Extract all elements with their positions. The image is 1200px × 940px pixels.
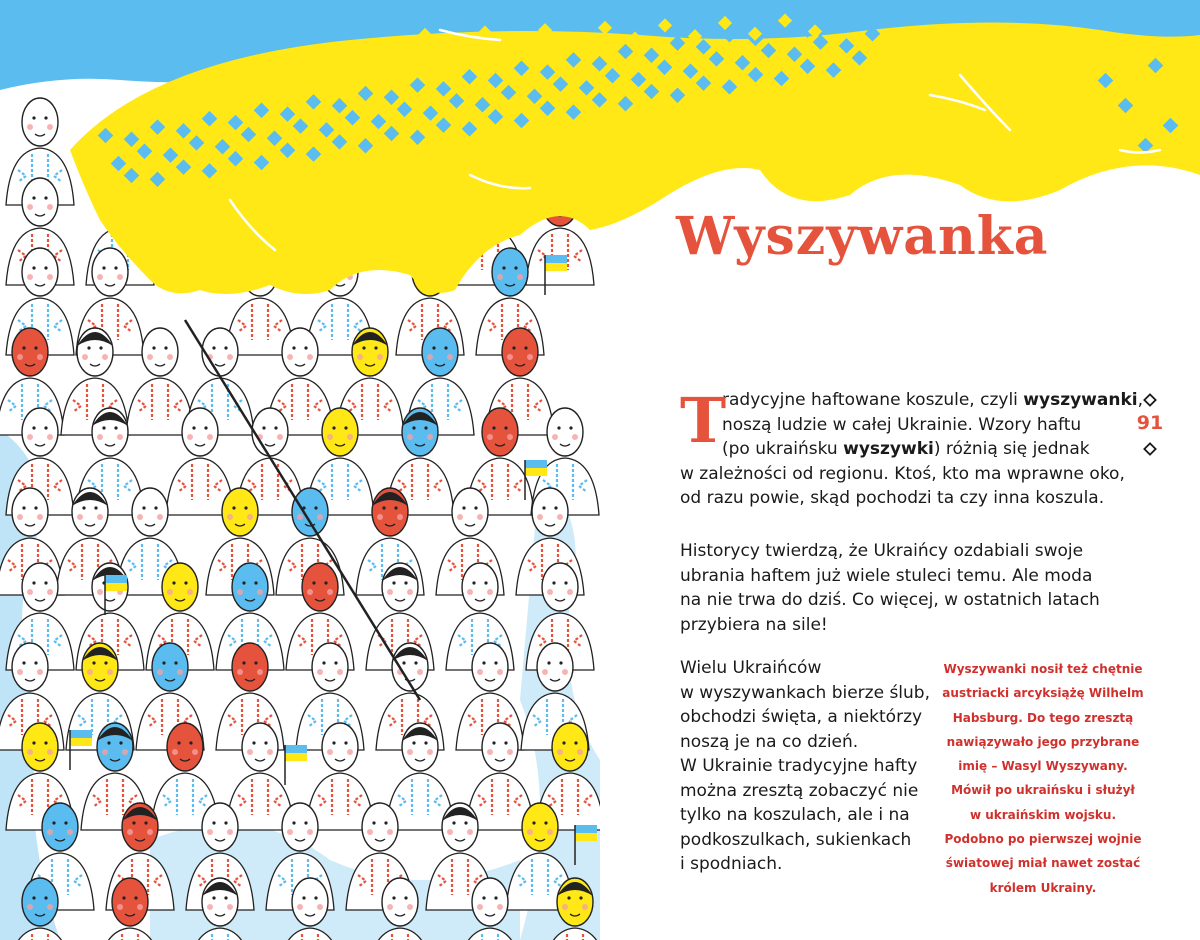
- sidebar-line: Podobno po pierwszej wojnie: [944, 832, 1142, 847]
- sidebar-line: Mówił po ukraińsku i służył: [951, 783, 1135, 798]
- paragraph-line: radycyjne haftowane koszule, czyli wyszywanki,: [722, 390, 1143, 410]
- sidebar-line: Habsburg. Do tego zresztą: [952, 710, 1134, 725]
- paragraph-line: obchodzi święta, a niektórzy: [680, 707, 923, 727]
- diamond-ornament-icon: [1143, 393, 1157, 407]
- paragraph-line: noszą je na co dzień.: [680, 731, 859, 752]
- page-title: Wyszywanka: [676, 206, 1049, 267]
- paragraph-line: W Ukrainie tradycyjne hafty: [680, 756, 918, 776]
- keyword: wyszywanki: [1023, 390, 1138, 410]
- habsburg-sidebar-note: [927, 657, 1159, 900]
- sidebar-line: austriacki arcyksiążę Wilhelm: [942, 686, 1144, 701]
- paragraph-line: na nie trwa do dziś. Co więcej, w ostatnich latach: [680, 590, 1100, 610]
- paragraph-line: Wielu Ukraińców: [680, 658, 822, 678]
- sidebar-line: nawiązywało jego przybrane: [946, 734, 1140, 749]
- paragraph-line: od razu powie, skąd pochodzi ta czy inna koszula.: [680, 488, 1105, 508]
- paragraph-line: podkoszulkach, sukienkach: [680, 829, 912, 850]
- keyword: wyszywki: [843, 439, 934, 459]
- sidebar-line: Wyszywanki nosił też chętnie: [943, 662, 1143, 676]
- paragraph-line: noszą ludzie w całej Ukrainie. Wzory haftu: [722, 414, 1082, 435]
- diamond-ornament-icon: [1143, 442, 1157, 456]
- paragraph-line: i spodniach.: [680, 854, 783, 874]
- drop-cap: T: [680, 384, 727, 457]
- sidebar-line: imię – Wasyl Wyszywany.: [958, 759, 1128, 774]
- paragraph-line: (po ukraińsku wyszywki) różnią się jednak: [722, 439, 1090, 459]
- sidebar-line: w ukraińskim wojsku.: [969, 807, 1117, 822]
- paragraph-line: w wyszywankach bierze ślub,: [680, 682, 930, 703]
- sidebar-line: światowej miał nawet zostać: [945, 856, 1141, 871]
- paragraph-line: w zależności od regionu. Ktoś, kto ma wprawne oko,: [680, 463, 1125, 484]
- paragraph-line: tylko na koszulach, ale i na: [680, 805, 910, 825]
- history-paragraph: [680, 539, 1120, 637]
- page-number: 91: [1136, 412, 1164, 434]
- paragraph-line: można zresztą zobaczyć nie: [680, 780, 919, 801]
- intro-paragraph: [680, 384, 1143, 511]
- sidebar-line: królem Ukrainy.: [989, 880, 1097, 895]
- paragraph-line: ubrania haftem już wiele stuleci temu. Ale moda: [680, 565, 1093, 586]
- paragraph-line: przybiera na sile!: [680, 614, 828, 635]
- small-ukrainian-flag: [285, 745, 307, 785]
- paragraph-line: Historycy twierdzą, że Ukraińcy ozdabiali swoje: [680, 541, 1084, 561]
- usage-paragraph: [680, 656, 930, 877]
